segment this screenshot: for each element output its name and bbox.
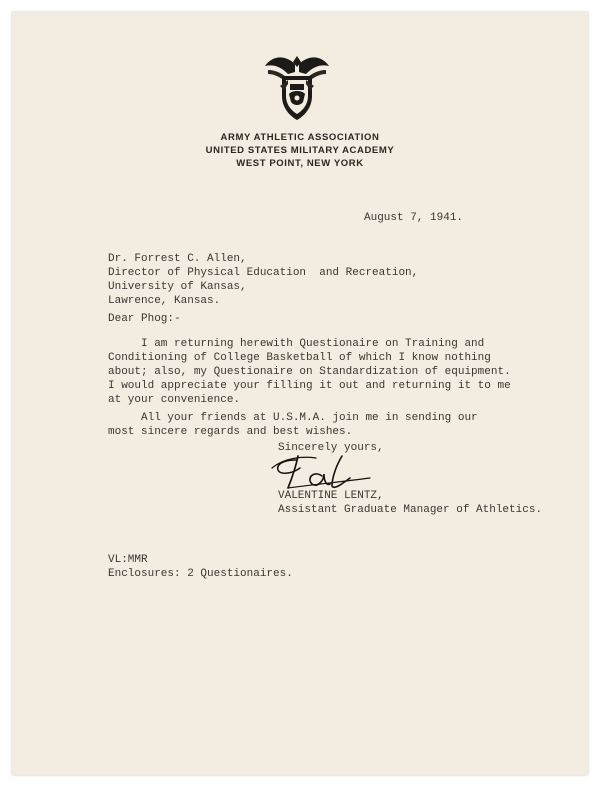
signer-title: Assistant Graduate Manager of Athletics. — [278, 504, 543, 516]
reference-initials: VL:MMR — [108, 554, 148, 566]
salutation: Dear Phog:- — [108, 313, 181, 325]
body-line: most sincere regards and best wishes. — [108, 426, 353, 438]
body-paragraph-1 — [108, 337, 511, 407]
letterhead-association: ARMY ATHLETIC ASSOCIATION — [220, 132, 380, 143]
letterhead-location: WEST POINT, NEW YORK — [236, 158, 364, 169]
body-line: Conditioning of College Basketball of which I know nothing — [108, 352, 491, 364]
closing: Sincerely yours, — [278, 442, 384, 454]
handwritten-signature — [270, 448, 380, 494]
letter-date: August 7, 1941. — [364, 212, 464, 224]
body-line: I am returning herewith Questionaire on Training and — [108, 338, 485, 350]
body-line: I would appreciate your filling it out and returning it to me — [108, 380, 511, 392]
recipient-address — [108, 252, 418, 308]
recipient-line: University of Kansas, — [108, 281, 247, 293]
eagle-crest-icon — [262, 50, 332, 124]
letterhead-academy: UNITED STATES MILITARY ACADEMY — [205, 145, 395, 156]
recipient-line: Director of Physical Education and Recreation, — [108, 267, 419, 279]
signer-block — [278, 489, 542, 517]
body-line: All your friends at U.S.M.A. join me in sending our — [108, 412, 478, 424]
enclosures-note: Enclosures: 2 Questionaires. — [108, 568, 293, 580]
body-line: about; also, my Questionaire on Standardization of equipment. — [108, 366, 511, 378]
recipient-line: Dr. Forrest C. Allen, — [108, 253, 247, 265]
body-line: at your convenience. — [108, 394, 241, 406]
signer-name: VALENTINE LENTZ, — [278, 490, 384, 502]
body-paragraph-2 — [108, 411, 478, 439]
recipient-line: Lawrence, Kansas. — [108, 295, 221, 307]
